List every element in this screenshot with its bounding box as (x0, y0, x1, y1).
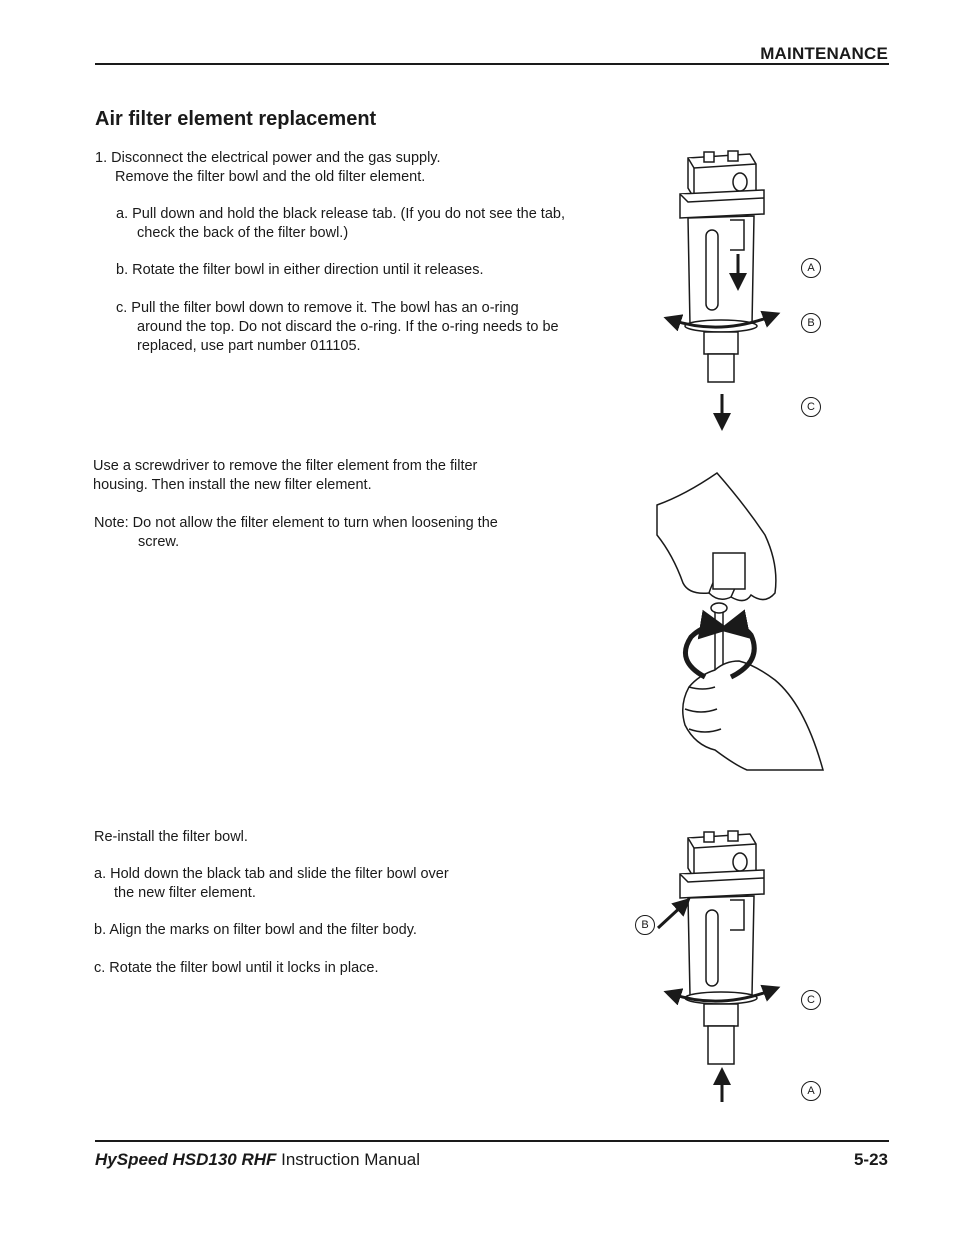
callout-a: A (801, 258, 821, 278)
step1-c-line-2: around the top. Do not discard the o-ring. If the o-ring needs to be (137, 319, 559, 335)
step2-note-line-2: screw. (138, 534, 180, 550)
filter-reinstall-illustration (660, 830, 790, 1110)
step3-b-line: b. Align the marks on filter bowl and the filter body. (94, 922, 417, 938)
filter-removal-illustration (660, 150, 790, 430)
step1-line-1: 1. Disconnect the electrical power and the gas supply. (95, 150, 441, 166)
page-number: 5-23 (853, 1150, 888, 1169)
step3-b (94, 921, 574, 940)
step3-block (94, 828, 574, 847)
step1-b-line-1: b. Rotate the filter bowl in either direction until it releases. (116, 262, 484, 278)
step1-a (116, 205, 596, 243)
callout-b: B (801, 313, 821, 333)
step1-line-2: Remove the filter bowl and the old filter element. (115, 169, 426, 185)
footer-manual-label: Instruction Manual (276, 1150, 421, 1169)
step2-block (93, 457, 573, 495)
step1-b (116, 261, 596, 280)
step2-line-1: Use a screwdriver to remove the filter element from the filter (93, 458, 478, 474)
step2-note (94, 514, 574, 552)
step1-c (116, 299, 596, 356)
header-rule (95, 63, 889, 65)
screwdriver-illustration (655, 465, 825, 775)
step3-a (94, 865, 574, 903)
footer-rule (95, 1140, 889, 1142)
step3-c-line: c. Rotate the filter bowl until it locks in place. (94, 960, 379, 976)
step1-block (95, 149, 595, 187)
callout-c: C (801, 397, 821, 417)
page-title: Air filter element replacement (95, 108, 377, 130)
callout-a: A (801, 1081, 821, 1101)
step3-intro: Re-install the filter bowl. (94, 829, 248, 845)
step1-a-line-2: check the back of the filter bowl.) (137, 225, 349, 241)
step3-c (94, 959, 574, 978)
footer-brand: HySpeed HSD130 RHF (95, 1150, 277, 1169)
step1-c-line-3: replaced, use part number 011105. (137, 338, 361, 354)
step2-line-2: housing. Then install the new filter element. (93, 477, 372, 493)
callout-c: C (801, 990, 821, 1010)
step1-c-line-1: c. Pull the filter bowl down to remove it. The bowl has an o-ring (116, 300, 519, 316)
footer-manual-title (95, 1150, 420, 1170)
step3-a-line-1: a. Hold down the black tab and slide the filter bowl over (94, 866, 449, 882)
step1-a-line-1: a. Pull down and hold the black release tab. (If you do not see the tab, (116, 206, 565, 222)
step3-a-line-2: the new filter element. (114, 885, 256, 901)
step2-note-line-1: Note: Do not allow the filter element to turn when loosening the (94, 515, 498, 531)
section-label: MAINTENANCE (760, 44, 888, 63)
callout-b: B (635, 915, 655, 935)
